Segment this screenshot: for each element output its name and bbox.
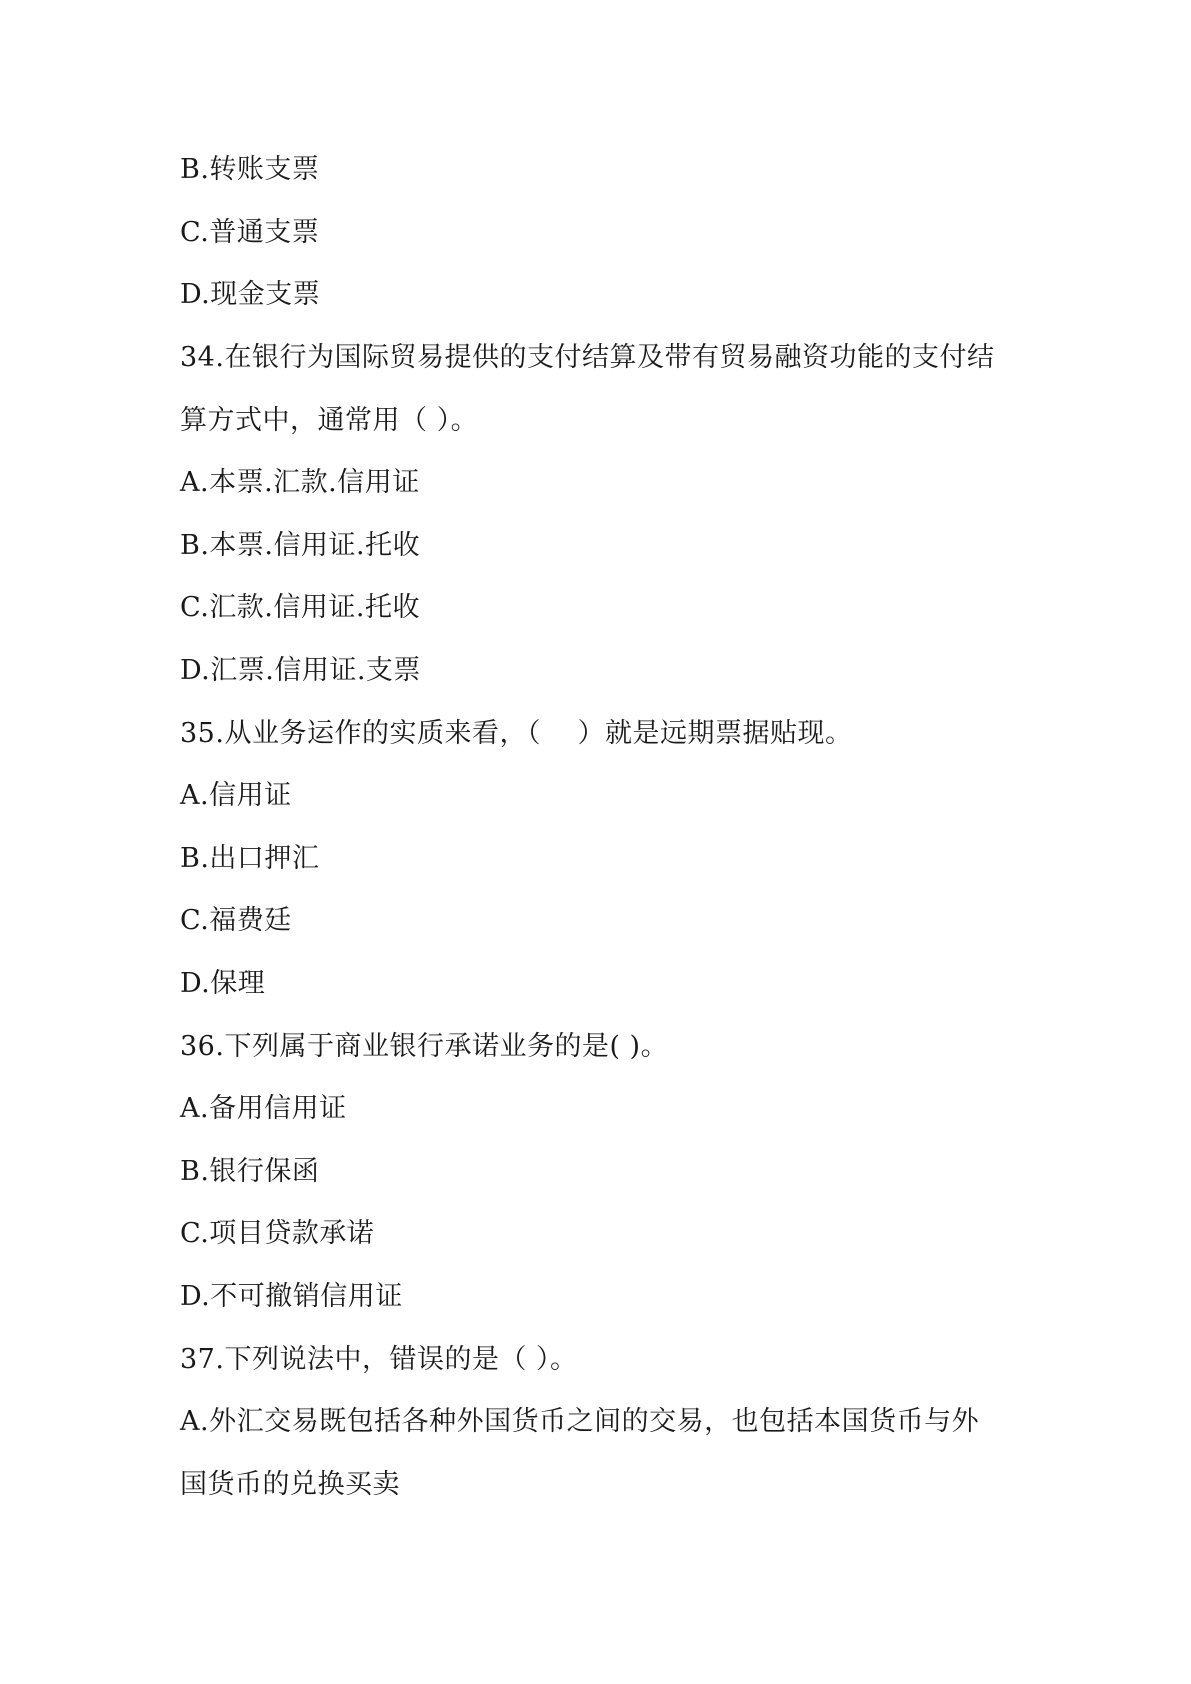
q34-option-a: A.本票.汇款.信用证 bbox=[180, 467, 420, 498]
q33-option-d: D.现金支票 bbox=[180, 279, 321, 310]
q37-stem: 37.下列说法中，错误的是（ ）。 bbox=[180, 1344, 578, 1375]
q36-option-d: D.不可撤销信用证 bbox=[180, 1281, 403, 1312]
q34-option-b: B.本票.信用证.托收 bbox=[180, 530, 421, 561]
q33-option-c: C.普通支票 bbox=[180, 217, 320, 248]
q37-option-a-line-1: A.外汇交易既包括各种外国货币之间的交易，也包括本国货币与外 bbox=[180, 1406, 980, 1437]
q37-option-a-line-2: 国货币的兑换买卖 bbox=[180, 1469, 400, 1500]
q36-option-c: C.项目贷款承诺 bbox=[180, 1218, 375, 1249]
q35-stem: 35.从业务运作的实质来看，（ ）就是远期票据贴现。 bbox=[180, 718, 853, 749]
q34-stem-line-2: 算方式中，通常用（ ）。 bbox=[180, 405, 479, 436]
q35-option-a: A.信用证 bbox=[180, 780, 292, 811]
q34-option-d: D.汇票.信用证.支票 bbox=[180, 655, 421, 686]
q36-option-a: A.备用信用证 bbox=[180, 1093, 347, 1124]
q35-option-b: B.出口押汇 bbox=[180, 843, 320, 874]
q36-stem: 36.下列属于商业银行承诺业务的是( )。 bbox=[180, 1031, 669, 1062]
q35-option-c: C.福费廷 bbox=[180, 905, 292, 936]
q34-stem-line-1: 34.在银行为国际贸易提供的支付结算及带有贸易融资功能的支付结 bbox=[180, 342, 995, 373]
q34-option-c: C.汇款.信用证.托收 bbox=[180, 592, 420, 623]
q33-option-b: B.转账支票 bbox=[180, 154, 320, 185]
q35-option-d: D.保理 bbox=[180, 968, 266, 999]
q36-option-b: B.银行保函 bbox=[180, 1156, 320, 1187]
